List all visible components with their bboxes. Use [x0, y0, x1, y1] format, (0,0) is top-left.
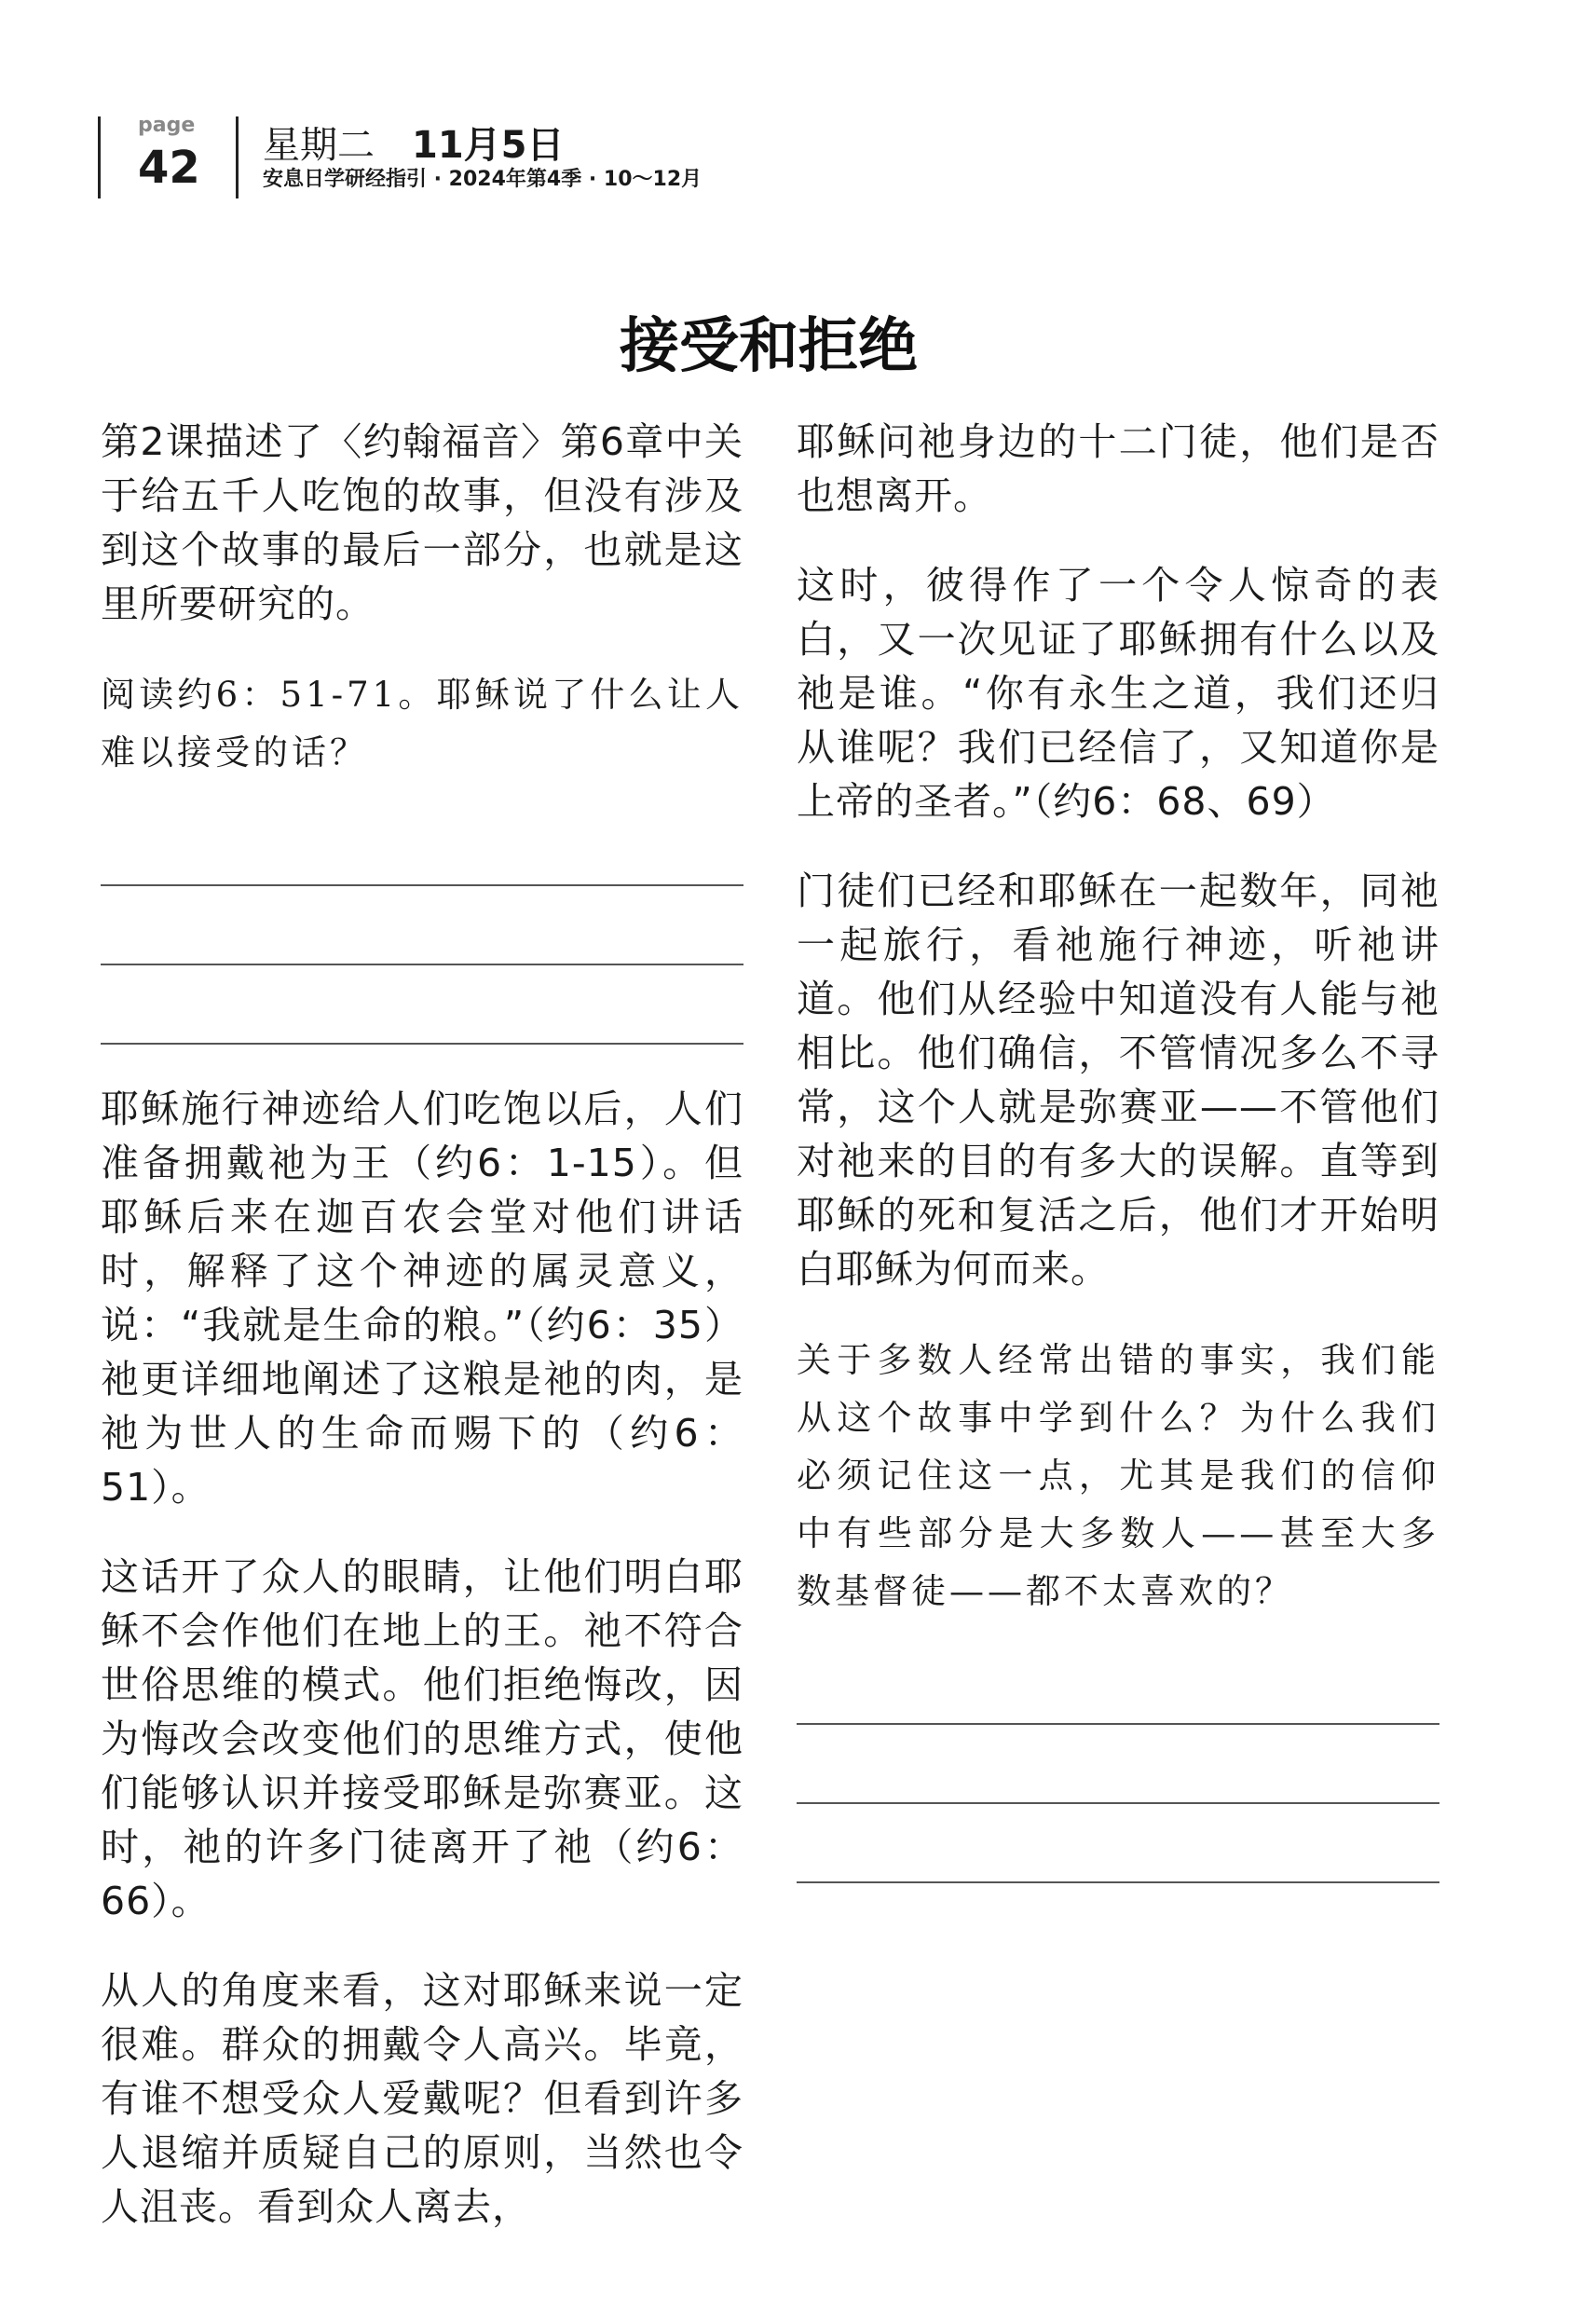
answer-line[interactable]	[797, 1658, 1439, 1725]
header-divider-right	[236, 116, 239, 198]
paragraph: 耶稣问祂身边的十二门徒，他们是否也想离开。	[797, 419, 1439, 518]
lesson-title: 接受和拒绝	[620, 311, 918, 381]
page-header	[0, 0, 1596, 214]
answer-lines	[797, 1658, 1439, 1883]
answer-line[interactable]	[797, 1725, 1439, 1804]
answer-line[interactable]	[797, 1804, 1439, 1883]
answer-lines	[101, 819, 743, 1045]
header-divider-left	[98, 116, 101, 198]
publication-title: 安息日学研经指引 · 2024年第4季 · 10～12月	[263, 168, 703, 191]
paragraph: 耶稣施行神迹给人们吃饱以后，人们准备拥戴祂为王（约6：1-15）。但耶稣后来在迦百农会堂对他们讲话时，解释了这个神迹的属灵意义，说：“我就是生命的粮。”（约6：35）祂更详细地阐述了这粮是祂的肉，是祂为世人的生命而赐下的（约6：51）。	[101, 1087, 743, 1510]
paragraph: 这话开了众人的眼睛，让他们明白耶稣不会作他们在地上的王。祂不符合世俗思维的模式。他们拒绝悔改，因为悔改会改变他们的思维方式，使他们能够认识并接受耶稣是弥赛亚。这时，祂的许多门徒离开了祂（约6：66）。	[101, 1554, 743, 1923]
left-column	[101, 415, 743, 2269]
date-line	[263, 116, 565, 169]
paragraph: 第2课描述了〈约翰福音〉第6章中关于给五千人吃饱的故事，但没有涉及到这个故事的最后一部分，也就是这里所要研究的。	[101, 419, 743, 626]
page-number: 42	[138, 142, 200, 194]
date: 11月5日	[412, 124, 565, 167]
paragraph: 门徒们已经和耶稣在一起数年，同祂一起旅行，看祂施行神迹，听祂讲道。他们从经验中知道没有人能与祂相比。他们确信，不管情况多么不寻常，这个人就是弥赛亚——不管他们对祂来的目的有多大的误解。直等到耶稣的死和复活之后，他们才开始明白耶稣为何而来。	[797, 868, 1439, 1292]
paragraph: 这时，彼得作了一个令人惊奇的表白，又一次见证了耶稣拥有什么以及祂是谁。“你有永生之道，我们还归从谁呢？我们已经信了，又知道你是上帝的圣者。”（约6：68、69）	[797, 563, 1439, 824]
study-question: 关于多数人经常出错的事实，我们能从这个故事中学到什么？为什么我们必须记住这一点，尤其是我们的信仰中有些部分是大多数人——甚至大多数基督徒——都不太喜欢的？	[797, 1340, 1439, 1611]
answer-line[interactable]	[101, 819, 743, 886]
page-label: page	[138, 114, 196, 137]
right-column	[797, 415, 1439, 1921]
answer-line[interactable]	[101, 886, 743, 965]
study-question: 阅读约6：51-71。耶稣说了什么让人难以接受的话？	[101, 675, 743, 773]
weekday: 星期二	[263, 124, 375, 167]
paragraph: 从人的角度来看，这对耶稣来说一定很难。群众的拥戴令人高兴。毕竟，有谁不想受众人爱戴呢？但看到许多人退缩并质疑自己的原则，当然也令人沮丧。看到众人离去，	[101, 1968, 743, 2229]
answer-line[interactable]	[101, 965, 743, 1045]
